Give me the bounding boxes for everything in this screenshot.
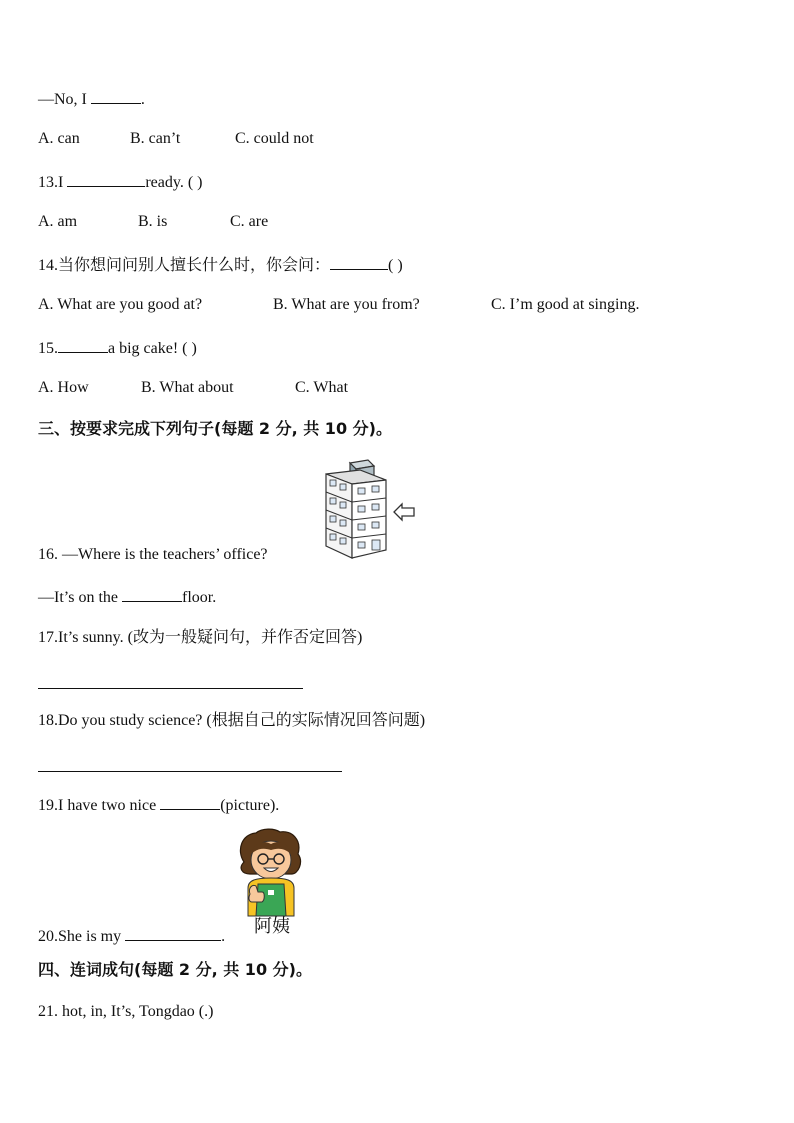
aunt-icon — [234, 828, 314, 920]
building-icon — [320, 458, 420, 562]
q16-answer — [38, 586, 216, 608]
q12-option-b[interactable]: B. can’t — [130, 130, 181, 147]
q17-answer-line[interactable] — [38, 688, 303, 689]
q12-suffix: . — [140, 91, 145, 108]
q16-blank[interactable] — [122, 586, 182, 602]
q13-question — [38, 171, 202, 193]
q14-suffix: ( ) — [388, 257, 403, 274]
aunt-label: 阿姨 — [254, 916, 290, 937]
q14-prefix: 14.当你想问问别人擅长什么时，你会问： — [38, 257, 331, 274]
q13-option-a[interactable]: A. am — [38, 213, 78, 230]
q15-prefix: 15. — [38, 340, 58, 357]
q20-prefix: 20.She is my — [38, 928, 126, 945]
q20-question — [38, 925, 225, 947]
q14-blank[interactable] — [330, 254, 388, 270]
q15-question — [38, 337, 197, 359]
q12-blank[interactable] — [91, 88, 141, 104]
q12-option-a[interactable]: A. can — [38, 130, 80, 147]
q16-answer-suffix: floor. — [182, 589, 217, 606]
q19-question — [38, 794, 279, 816]
q14-option-b[interactable]: B. What are you from? — [273, 296, 420, 313]
q19-blank[interactable] — [160, 794, 220, 810]
q13-prefix: 13.I — [38, 174, 68, 191]
q15-blank[interactable] — [58, 337, 108, 353]
q18-question: 18.Do you study science? (根据自己的实际情况回答问题) — [38, 712, 426, 729]
section-4-heading: 四、连词成句(每题 2 分, 共 10 分)。 — [38, 960, 312, 979]
q13-blank[interactable] — [67, 171, 145, 187]
q12-option-c[interactable]: C. could not — [235, 130, 314, 147]
q13-option-b[interactable]: B. is — [138, 213, 168, 230]
q14-option-c[interactable]: C. I’m good at singing. — [491, 296, 640, 313]
q13-suffix: ready. ( ) — [145, 174, 203, 191]
q14-question — [38, 254, 403, 276]
q15-option-a[interactable]: A. How — [38, 379, 89, 396]
q15-option-c[interactable]: C. What — [295, 379, 349, 396]
q21-question: 21. hot, in, It’s, Tongdao (.) — [38, 1003, 214, 1020]
section-3-heading: 三、按要求完成下列句子(每题 2 分, 共 10 分)。 — [38, 419, 392, 438]
q19-prefix: 19.I have two nice — [38, 797, 161, 814]
q12-answer-line — [38, 88, 145, 110]
q16-question: 16. —Where is the teachers’ office? — [38, 546, 268, 563]
q17-question: 17.It’s sunny. (改为一般疑问句，并作否定回答) — [38, 629, 363, 646]
q19-suffix: (picture). — [220, 797, 280, 814]
q16-answer-prefix: —It’s on the — [38, 589, 122, 606]
q15-suffix: a big cake! ( ) — [108, 340, 197, 357]
q12-prefix: —No, I — [38, 91, 91, 108]
q18-answer-line[interactable] — [38, 771, 342, 772]
q15-option-b[interactable]: B. What about — [141, 379, 234, 396]
q13-option-c[interactable]: C. are — [230, 213, 269, 230]
q20-blank[interactable] — [125, 925, 221, 941]
q14-option-a[interactable]: A. What are you good at? — [38, 296, 203, 313]
q20-suffix: . — [221, 928, 226, 945]
